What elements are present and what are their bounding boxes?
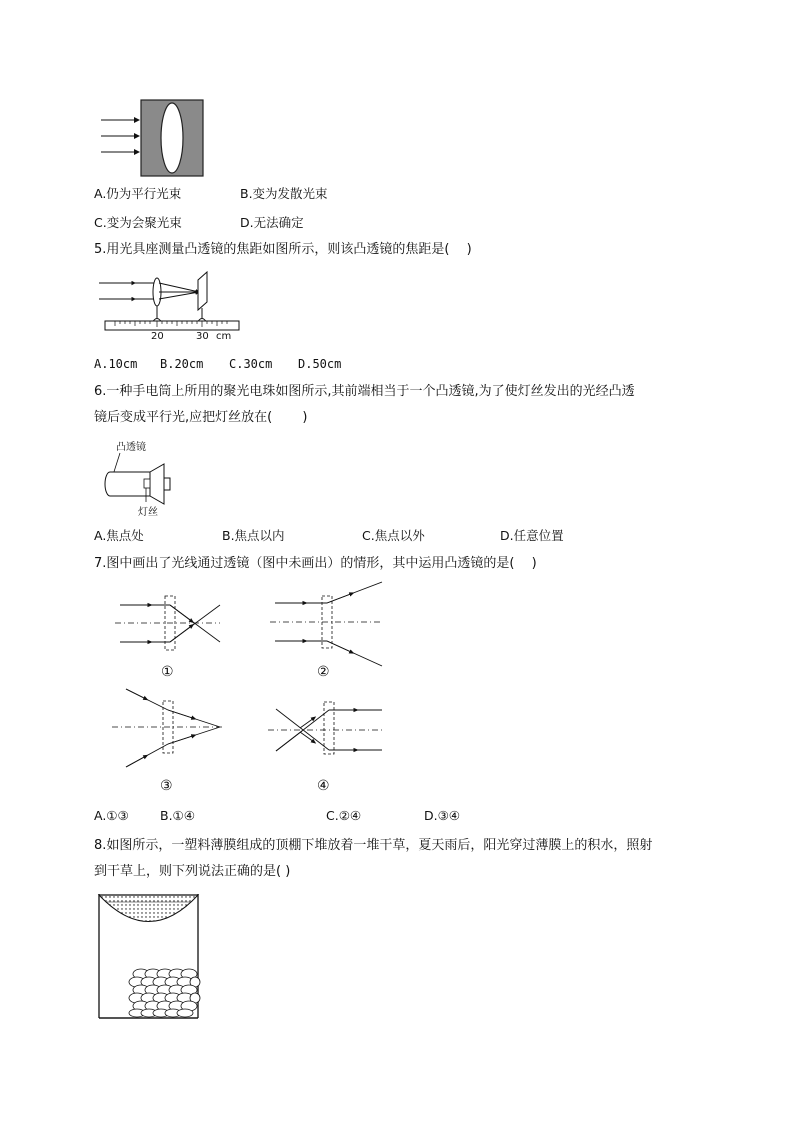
q5-option-d[interactable]: D.50cm [298,357,342,371]
q7-option-b[interactable]: B.①④ [160,808,195,823]
q8-hay-under-film-figure [97,892,201,1022]
q6-option-b[interactable]: B.焦点以内 [222,528,285,543]
q8-question-line1: 8.如图所示，一塑料薄膜组成的顶棚下堆放着一堆干草，夏天雨后，阳光穿过薄膜上的积水，照射 [94,838,653,853]
q5-unit: cm [216,331,232,342]
q5-option-a[interactable]: A.10cm [94,357,138,371]
q6-filament-label: 灯丝 [138,507,158,518]
q7-label-2: ② [317,664,330,680]
q7-label-4: ④ [317,778,330,794]
q6-option-a[interactable]: A.焦点处 [94,528,144,543]
q7-diagram-1 [115,596,220,680]
q6-flashlight-bulb-figure [100,438,190,518]
q5-option-b[interactable]: B.20cm [160,357,204,371]
q7-option-d[interactable]: D.③④ [424,808,461,823]
q7-option-a[interactable]: A.①③ [94,808,129,823]
q7-option-c[interactable]: C.②④ [326,808,362,823]
q6-option-c[interactable]: C.焦点以外 [362,528,425,543]
q6-lens-label: 凸透镜 [116,442,146,453]
q4-option-a[interactable]: A.仍为平行光束 [94,186,182,201]
q5-question-text: 5.用光具座测量凸透镜的焦距如图所示，则该凸透镜的焦距是( ) [94,242,472,257]
q8-question-line2: 到干草上，则下列说法正确的是( ) [94,864,291,879]
q5-option-c[interactable]: C.30cm [229,357,273,371]
q7-diagram-4 [268,702,382,794]
q4-option-d[interactable]: D.无法确定 [240,215,304,230]
q6-question-line1: 6.一种手电筒上所用的聚光电珠如图所示,其前端相当于一个凸透镜,为了使灯丝发出的光经凸透 [94,384,635,399]
q4-option-c[interactable]: C.变为会聚光束 [94,215,182,230]
q5-tick-30: 30 [196,331,209,342]
q5-tick-20: 20 [151,331,164,342]
q7-question-text: 7.图中画出了光线通过透镜（图中未画出）的情形，其中运用凸透镜的是( ) [94,556,537,571]
q6-option-d[interactable]: D.任意位置 [500,528,564,543]
q4-option-b[interactable]: B.变为发散光束 [240,186,328,201]
q5-optical-bench-figure [95,268,245,343]
q7-label-1: ① [161,664,174,680]
q4-lens-figure [95,98,215,178]
q6-question-line2: 镜后变成平行光,应把灯丝放在( ) [94,410,308,425]
q7-diagram-2 [270,582,382,680]
q7-label-3: ③ [160,778,173,794]
q7-ray-diagrams [100,578,400,798]
q7-diagram-3 [112,689,222,794]
